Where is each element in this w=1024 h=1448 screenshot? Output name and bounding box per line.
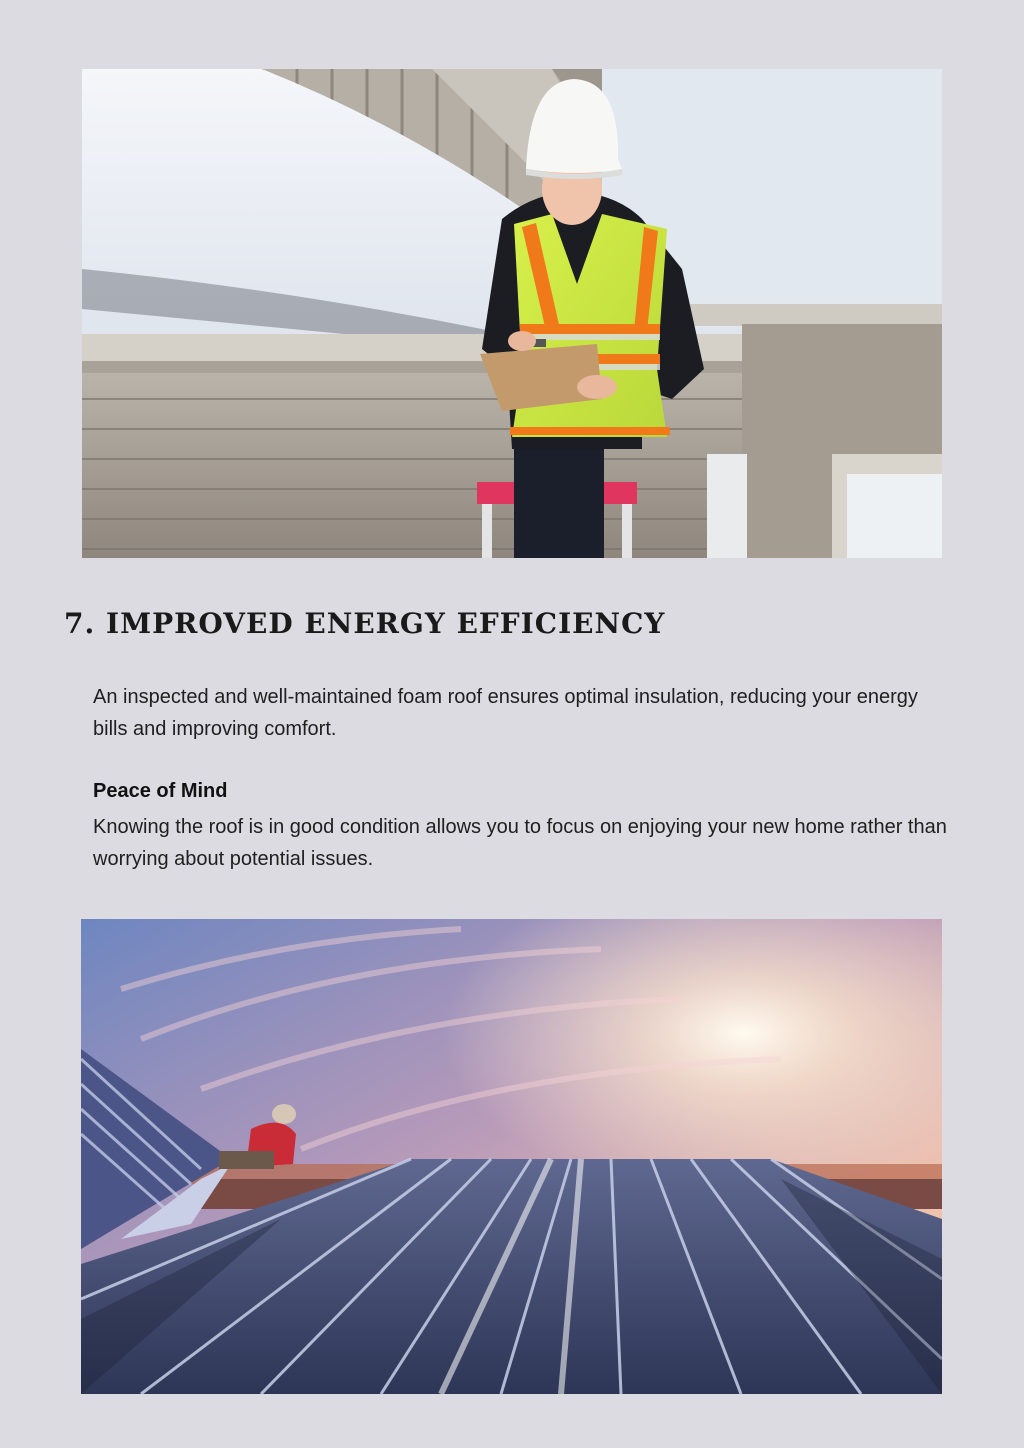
section-heading: 7. IMPROVED ENERGY EFFICIENCY <box>64 607 666 640</box>
peace-of-mind-heading: Peace of Mind <box>93 780 228 802</box>
intro-paragraph: An inspected and well-maintained foam roof ensures optimal insulation, reducing your energy bills and improving comfort. <box>93 686 918 740</box>
roof-inspector-photo <box>82 69 942 558</box>
peace-of-mind-paragraph: Knowing the roof is in good condition allows you to focus on enjoying your new home rather than worrying about potential issues. <box>93 816 947 870</box>
metal-roof-sunset-photo <box>81 919 942 1394</box>
